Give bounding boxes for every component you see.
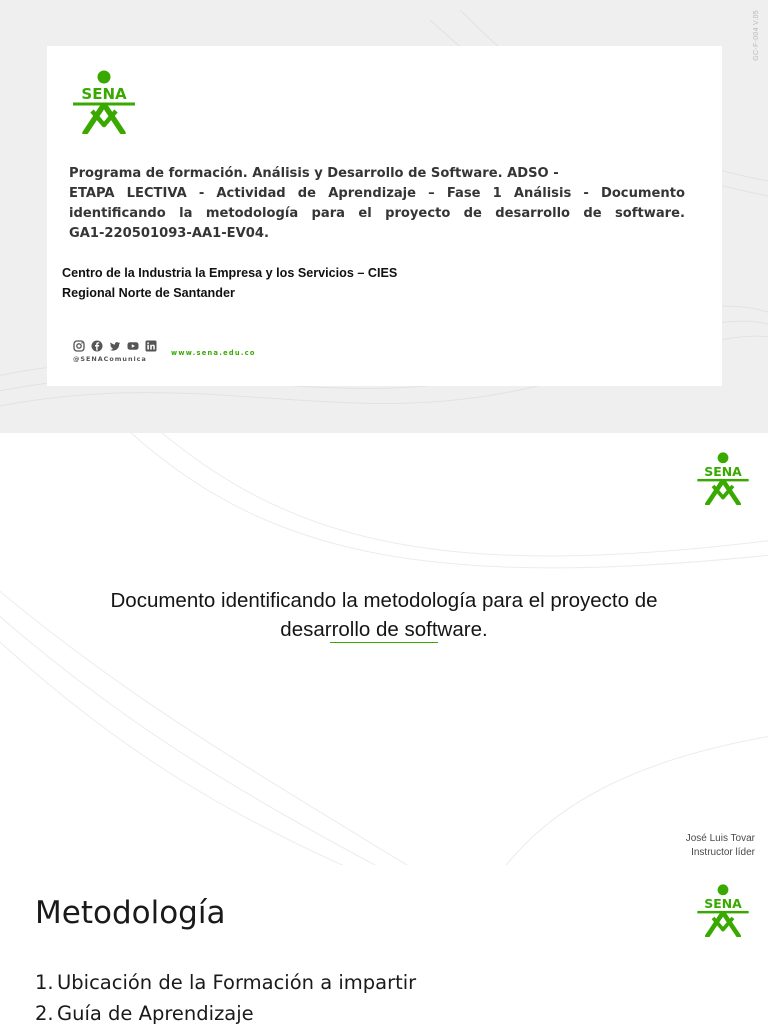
title-underline: [330, 642, 438, 643]
program-line: identificando la metodología para el proyecto de desarrollo de software.: [69, 206, 685, 221]
training-center: [62, 263, 397, 303]
program-line: GA1-220501093-AA1-EV04.: [69, 226, 269, 241]
program-line: ETAPA LECTIVA - Actividad de Aprendizaje – Fase 1 Análisis - Documento: [69, 186, 685, 201]
website-link[interactable]: www.sena.edu.co: [171, 349, 256, 357]
agenda-list: [35, 967, 416, 1024]
cover-slide: [0, 0, 768, 433]
twitter-icon[interactable]: [109, 340, 121, 352]
youtube-icon[interactable]: [127, 340, 139, 352]
facebook-icon[interactable]: [91, 340, 103, 352]
title-slide: [0, 433, 768, 865]
agenda-heading: Metodología: [35, 895, 226, 931]
item-text: Ubicación de la Formación a impartir: [57, 971, 417, 994]
document-title: [40, 586, 728, 644]
item-text: Guía de Aprendizaje: [57, 1002, 254, 1024]
social-block: [73, 340, 157, 363]
sena-logo: [696, 452, 750, 505]
social-icons: [73, 340, 157, 352]
program-title: [69, 164, 685, 244]
list-item: [35, 967, 416, 998]
author-name: José Luis Tovar: [685, 833, 755, 844]
document-title-line: Documento identificando la metodología para el proyecto de: [110, 589, 658, 612]
list-item: [35, 998, 416, 1024]
item-number: 1.: [35, 971, 54, 994]
social-handle: @SENAComunica: [73, 355, 147, 363]
author-block: [686, 832, 755, 859]
cover-card: [47, 46, 722, 386]
document-title-line: desarrollo de software.: [280, 618, 488, 641]
linkedin-icon[interactable]: [145, 340, 157, 352]
document-code: GC-F-004 V.05: [753, 10, 760, 61]
sena-logo: [696, 884, 750, 937]
center-name: Centro de la Industria la Empresa y los Servicios – CIES: [62, 266, 398, 280]
author-role: Instructor líder: [691, 846, 755, 858]
instagram-icon[interactable]: [73, 340, 85, 352]
item-number: 2.: [35, 1002, 54, 1024]
regional-name: Regional Norte de Santander: [62, 286, 235, 300]
sena-logo: [71, 70, 137, 134]
program-line: Programa de formación. Análisis y Desarrollo de Software. ADSO -: [69, 166, 559, 181]
agenda-slide: [0, 865, 768, 1024]
background-waves: [0, 433, 768, 865]
